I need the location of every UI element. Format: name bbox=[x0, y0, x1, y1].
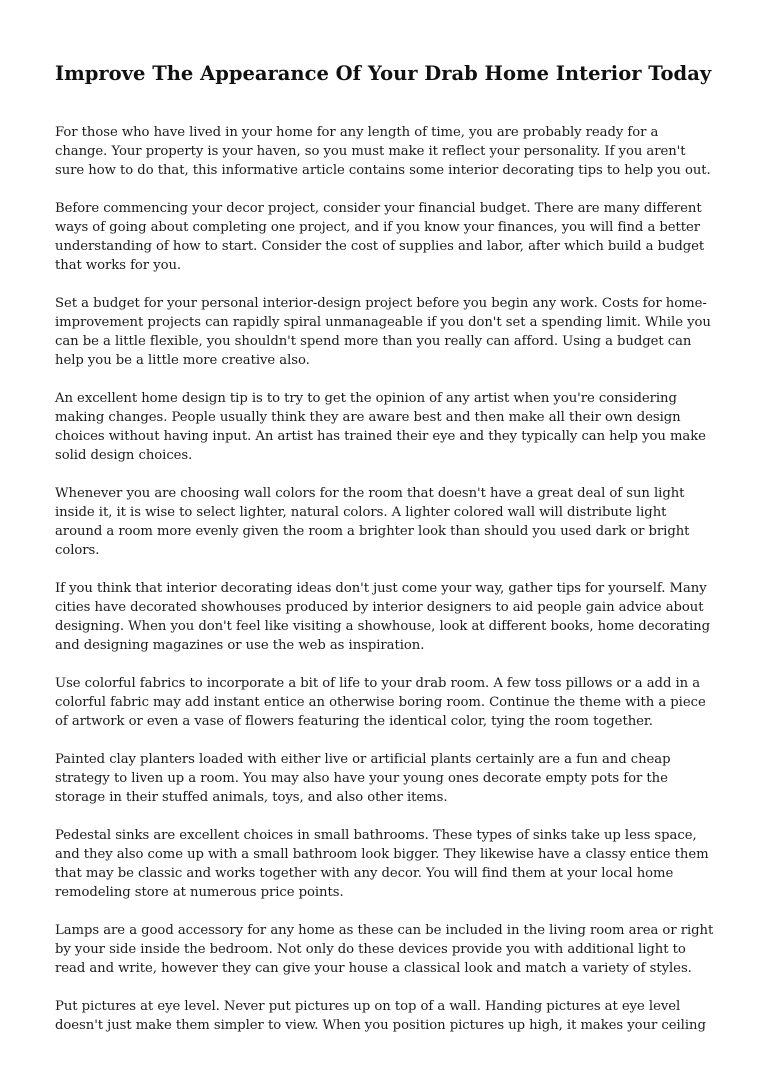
paragraph-11: Put pictures at eye level. Never put pictures up on top of a wall. Handing pictures at eye level doesn't just make them simpler to view. When you position pictures up high, it makes your ceiling bbox=[55, 999, 706, 1033]
paragraph-6: If you think that interior decorating ideas don't just come your way, gather tips for yourself. Many cities have decorated showhouses produced by interior designers to aid people gain advice about designing. When you don't feel like visiting a showhouse, look at different books, home decorating and designing magazines or use the web as inspiration. bbox=[55, 581, 710, 653]
paragraph-9: Pedestal sinks are excellent choices in small bathrooms. These types of sinks take up less space, and they also come up with a small bathroom look bigger. They likewise have a classy entice them that may be classic and works together with any decor. You will find them at your local home remodeling store at numerous price points. bbox=[55, 828, 709, 900]
document-body bbox=[55, 123, 714, 1035]
paragraph-7: Use colorful fabrics to incorporate a bit of life to your drab room. A few toss pillows or a add in a colorful fabric may add instant entice an otherwise boring room. Continue the theme with a piece of artwork or even a vase of flowers featuring the identical color, tying the room together. bbox=[55, 676, 706, 729]
paragraph-1: For those who have lived in your home for any length of time, you are probably ready for a change. Your property is your haven, so you must make it reflect your personality. If you aren't sure how to do that, this informative article contains some interior decorating tips to help you out. bbox=[55, 125, 711, 178]
document-title: Improve The Appearance Of Your Drab Home Interior Today bbox=[55, 62, 712, 85]
paragraph-10: Lamps are a good accessory for any home as these can be included in the living room area or right by your side inside the bedroom. Not only do these devices provide you with additional light to read and write, however they can give your house a classical look and match a variety of styles. bbox=[55, 923, 714, 976]
paragraph-8: Painted clay planters loaded with either live or artificial plants certainly are a fun and cheap strategy to liven up a room. You may also have your young ones decorate empty pots for the storage in their stuffed animals, toys, and also other items. bbox=[55, 752, 671, 805]
paragraph-2: Before commencing your decor project, consider your financial budget. There are many different ways of going about completing one project, and if you know your finances, you will find a better understanding of how to start. Consider the cost of supplies and labor, after which build a budget that works for you. bbox=[55, 201, 705, 273]
paragraph-3: Set a budget for your personal interior-design project before you begin any work. Costs for home-improvement projects can rapidly spiral unmanageable if you don't set a spending limit. While you can be a little flexible, you shouldn't spend more than you really can afford. Using a budget can help you be a little more creative also. bbox=[55, 296, 711, 368]
paragraph-5: Whenever you are choosing wall colors for the room that doesn't have a great deal of sun light inside it, it is wise to select lighter, natural colors. A lighter colored wall will distribute light around a room more evenly given the room a brighter look than should you used dark or bright colors. bbox=[55, 486, 690, 558]
paragraph-4: An excellent home design tip is to try to get the opinion of any artist when you're considering making changes. People usually think they are aware best and then make all their own design choices without having input. An artist has trained their eye and they typically can help you make solid design choices. bbox=[55, 391, 706, 463]
